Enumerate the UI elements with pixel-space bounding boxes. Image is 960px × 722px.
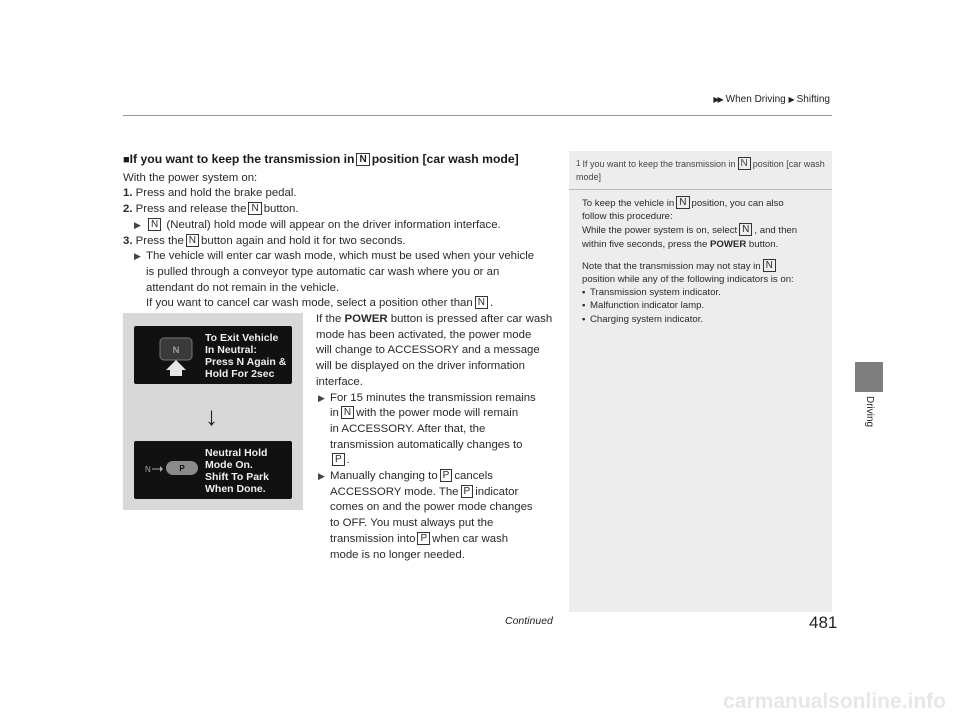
car-wash-power-text: If the POWER button is pressed after car wash mode has been activated, the power mode will change to ACCESSORY and a message will be displayed on the driver information interface. ▶ For 15 minutes the transmission remains in N with the power mode will remain in ACCESSORY. After that, the transmission automatically changes to P . ▶ Manually changing to P cancels ACCESSORY mode. The P indicator comes on and the power mode changes to OFF. You must always put the transmission into P when car wash mode is no longer needed.: [316, 312, 560, 563]
double-arrow-icon: ▶▶: [713, 95, 722, 104]
step-2-result: ▶ N (Neutral) hold mode will appear on the driver information interface.: [123, 218, 563, 234]
n-button-letter: N: [172, 345, 180, 355]
n-to-p-icon: [134, 441, 204, 499]
main-content: [123, 152, 563, 312]
down-arrow-icon: ↓: [205, 401, 218, 431]
watermark: carmanualsonline.info: [723, 690, 946, 713]
key-p: P: [440, 469, 453, 482]
header-divider: [123, 115, 832, 116]
triangle-icon: ▶: [134, 251, 141, 262]
step-1: 1. Press and hold the brake pedal.: [123, 187, 297, 200]
key-n: N: [763, 259, 776, 272]
breadcrumb-item-shifting: Shifting: [796, 94, 830, 105]
breadcrumb: [713, 94, 830, 105]
triangle-icon: ▶: [318, 392, 325, 403]
svg-text:N: N: [145, 465, 151, 474]
section-tab-label: Driving: [864, 396, 875, 428]
note-15-minutes: ▶ For 15 minutes the transmission remains in N with the power mode will remain in ACCESSORY. After that, the transmission automatically changes to P .: [318, 391, 536, 467]
key-n: N: [739, 223, 752, 236]
hand-press-n-icon: [140, 326, 200, 384]
list-item: • Charging system indicator.: [582, 313, 825, 326]
key-n: N: [676, 196, 689, 209]
svg-text:P: P: [179, 464, 185, 473]
page-number: 481: [809, 613, 838, 632]
sidebar-procedure: To keep the vehicle in N position, you can also follow this procedure: While the power system is on, select N , and then within five seconds, press the POWER button.: [582, 197, 798, 250]
sidebar-indicator-note: Note that the transmission may not stay in N position while any of the following indicators is on:: [582, 259, 794, 286]
sidebar-heading: 1 If you want to keep the transmission in N position [car wash mode]: [569, 151, 832, 190]
display-illustration: [123, 313, 303, 510]
key-p: P: [332, 453, 345, 466]
list-item: • Malfunction indicator lamp.: [582, 299, 825, 312]
triangle-icon: ▶: [134, 219, 141, 230]
indicator-list: [582, 286, 825, 326]
triangle-icon: ▶: [318, 471, 325, 482]
sidebar-note: [569, 151, 832, 612]
step-3: 3. Press the N button again and hold it for two seconds.: [123, 234, 406, 247]
key-p: P: [417, 532, 430, 545]
key-n: N: [341, 406, 354, 419]
note-manual-park: ▶ Manually changing to P cancels ACCESSORY mode. The P indicator comes on and the power mode changes to OFF. You must always put the transmission into P when car wash mode is no longer needed.: [318, 470, 533, 561]
step-2: 2. Press and release the N button.: [123, 203, 299, 216]
step-3-result: ▶ The vehicle will enter car wash mode, which must be used when your vehicle is pulled through a conveyor type automatic car wash where you or an attendant do not remain in the vehicle. If you want to cancel car wash mode, select a position other than N .: [134, 250, 535, 310]
intro-text: With the power system on:: [123, 171, 258, 184]
list-item: • Transmission system indicator.: [582, 286, 825, 299]
arrow-icon: ▶: [788, 95, 793, 104]
display-screen-neutral-hold: N P Neutral Hold Mode On. Shift To Park When Done.: [134, 441, 292, 499]
key-n: N: [186, 234, 199, 247]
breadcrumb-item-when-driving: When Driving: [725, 94, 786, 105]
key-n: N: [356, 153, 369, 166]
key-n: N: [475, 296, 488, 309]
key-n: N: [148, 218, 161, 231]
key-p: P: [461, 485, 474, 498]
square-bullet-icon: ■: [123, 154, 130, 166]
key-n: N: [248, 202, 261, 215]
continued-label: Continued: [505, 615, 553, 627]
section-heading: ■If you want to keep the transmission in N position [car wash mode]: [123, 152, 519, 166]
section-tab: [855, 362, 883, 392]
display-screen-exit-neutral: N To Exit Vehicle In Neutral: Press N Again & Hold For 2sec: [134, 326, 292, 384]
key-n: N: [738, 157, 751, 170]
